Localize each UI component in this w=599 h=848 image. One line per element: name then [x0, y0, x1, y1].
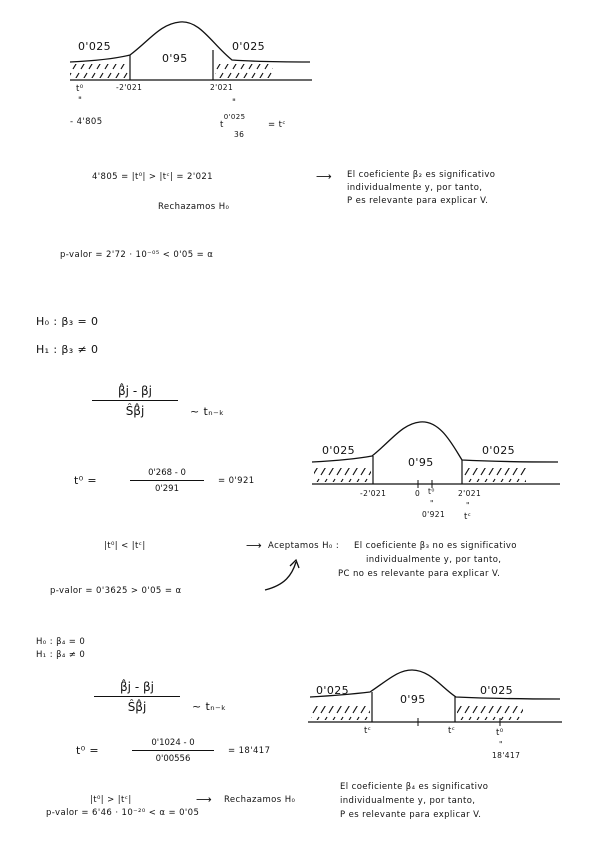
- s3-conclusion-2: individualmente y, por tanto,: [340, 796, 476, 806]
- curve1-neg-crit: -2'021: [116, 83, 143, 92]
- s3-pvalue: p-valor = 6'46 · 10⁻²⁰ < α = 0'05: [46, 808, 200, 818]
- s3-formula-num: β̂j - βj: [94, 680, 180, 697]
- s1-tc-tail: = tᶜ: [268, 120, 286, 130]
- s2-t0-den: 0'291: [155, 484, 179, 494]
- s2-t0-result: = 0'921: [218, 476, 255, 486]
- curve1-center: 0'95: [162, 52, 188, 65]
- curved-arrow-icon: [265, 562, 296, 590]
- s3-conclusion-1: El coeficiente β₄ es significativo: [340, 782, 489, 792]
- s2-accept: Aceptamos H₀ :: [268, 541, 340, 551]
- curve3-tc-left: tᶜ: [364, 726, 372, 736]
- reject-region-left-3: [311, 706, 370, 720]
- curve2-t0-mark: t⁰: [428, 487, 435, 496]
- curve1-left-tail: 0'025: [78, 40, 112, 53]
- s1-tc-sub: 36: [234, 130, 245, 139]
- s2-conclusion-1: El coeficiente β₃ no es significativo: [354, 541, 517, 551]
- s1-tc-label: [220, 113, 246, 130]
- curve3-t0-mark: t⁰: [496, 728, 504, 738]
- s3-formula-dist: ~ tₙ₋ₖ: [192, 700, 227, 713]
- s1-conclusion-2: individualmente y, por tanto,: [347, 183, 483, 193]
- s2-arrow: ⟶: [246, 539, 263, 552]
- s1-tc-t: t: [220, 120, 224, 130]
- s3-formula: [94, 680, 180, 714]
- curve1-pos-crit: 2'021: [210, 83, 234, 92]
- s3-arrow: ⟶: [196, 793, 213, 806]
- curve3-center: 0'95: [400, 693, 426, 706]
- curve2-t0-eq: ": [430, 499, 434, 508]
- s1-conclusion-1: El coeficiente β₂ es significativo: [347, 170, 496, 180]
- s2-formula-dist: ~ tₙ₋ₖ: [190, 405, 225, 418]
- curve2-zero: 0: [415, 489, 421, 498]
- s3-t0-result: = 18'417: [228, 746, 271, 756]
- curve1-right-tail: 0'025: [232, 40, 266, 53]
- curve2-left-tail: 0'025: [322, 444, 356, 457]
- reject-region-left-2: [314, 468, 371, 482]
- s2-t0-label: t⁰ =: [74, 474, 98, 487]
- s1-pvalue: p-valor = 2'72 · 10⁻⁰⁵ < 0'05 = α: [60, 250, 214, 260]
- s2-h0: H₀ : β₃ = 0: [36, 315, 99, 328]
- s2-comparison: |t⁰| < |tᶜ|: [104, 541, 146, 551]
- curve2-center: 0'95: [408, 456, 434, 469]
- s3-h0: H₀ : β₄ = 0: [36, 637, 86, 647]
- curve2-neg-crit: -2'021: [360, 489, 387, 498]
- curve3-left-tail: 0'025: [316, 684, 350, 697]
- reject-region-right-3: [457, 706, 523, 720]
- s3-t0-label: t⁰ =: [76, 744, 100, 757]
- s2-pvalue: p-valor = 0'3625 > 0'05 = α: [50, 586, 182, 596]
- reject-region-left-1: [70, 64, 128, 78]
- s3-t0-den: 0'00556: [155, 754, 191, 764]
- s3-comparison: |t⁰| > |tᶜ|: [90, 795, 132, 805]
- s2-formula-num: β̂j - βj: [92, 384, 178, 401]
- s2-t0-frac: [130, 468, 204, 494]
- s2-h1: H₁ : β₃ ≠ 0: [36, 343, 99, 356]
- curve3-right-tail: 0'025: [480, 684, 514, 697]
- s3-conclusion-3: P es relevante para explicar V.: [340, 810, 482, 820]
- curve3-t0-eq: ": [499, 740, 503, 749]
- s1-reject: Rechazamos H₀: [158, 202, 230, 212]
- s3-h1: H₁ : β₄ ≠ 0: [36, 650, 86, 660]
- s1-t0-eq: ": [78, 96, 83, 106]
- s1-arrow: ⟶: [316, 170, 333, 183]
- curve2-pos-crit: 2'021: [458, 489, 482, 498]
- s3-reject: Rechazamos H₀: [224, 795, 296, 805]
- curve3-tc-right: tᶜ: [448, 726, 456, 736]
- s3-t0-frac: [132, 738, 214, 764]
- s2-t0-num: 0'268 - 0: [130, 468, 204, 481]
- s1-t0-value: - 4'805: [70, 117, 103, 127]
- s3-formula-den: Ŝβ̂j: [127, 700, 147, 714]
- s2-formula: [92, 384, 178, 418]
- curve3-t0-value: 18'417: [492, 751, 521, 760]
- curve2-t0-value: 0'921: [422, 510, 446, 519]
- s2-formula-den: Ŝβ̂j: [125, 404, 145, 418]
- s1-comparison: 4'805 = |t⁰| > |tᶜ| = 2'021: [92, 172, 213, 182]
- s2-conclusion-3: PC no es relevante para explicar V.: [338, 569, 501, 579]
- s3-t0-num: 0'1024 - 0: [132, 738, 214, 751]
- s1-conclusion-3: P es relevante para explicar V.: [347, 196, 489, 206]
- reject-region-right-1: [215, 64, 273, 78]
- s1-tc-eq: ": [232, 98, 237, 108]
- curve2-tc-eq: ": [466, 501, 470, 510]
- s2-conclusion-2: individualmente y, por tanto,: [366, 555, 502, 565]
- s1-tc-sup: 0'025: [223, 113, 246, 121]
- curve2-right-tail: 0'025: [482, 444, 516, 457]
- reject-region-right-2: [464, 468, 526, 482]
- s1-t0-symbol: t⁰: [76, 84, 84, 94]
- curve2-tc-mark: tᶜ: [464, 512, 472, 522]
